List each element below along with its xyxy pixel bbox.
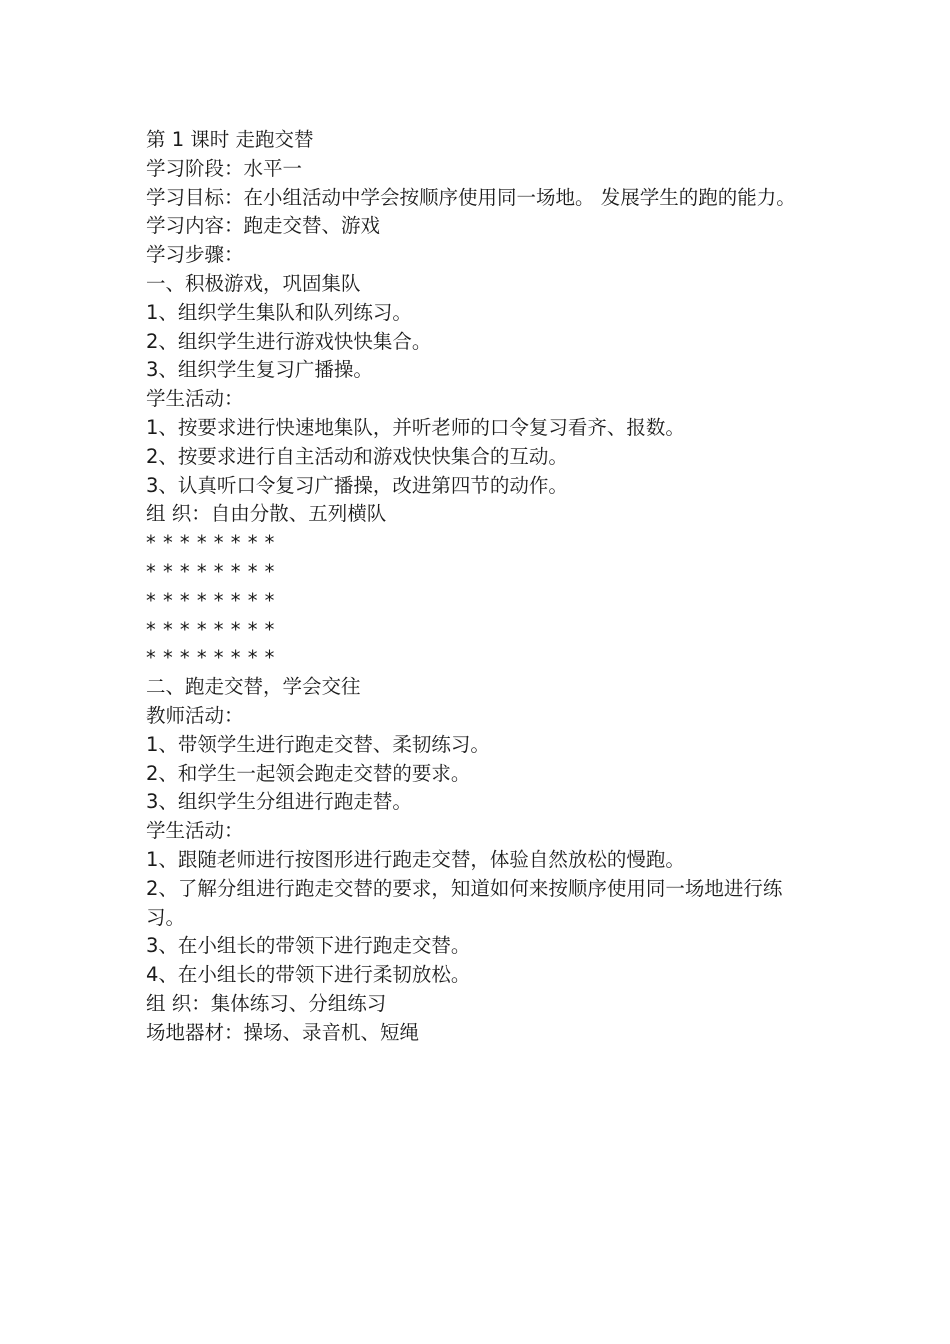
lesson-title: 第 1 课时 走跑交替 [146, 128, 314, 151]
formation-row: * * * * * * * * [146, 646, 275, 670]
section-two-heading: 二、跑走交替，学会交往 [146, 675, 361, 699]
formation-row: * * * * * * * * [146, 559, 275, 583]
student-step-3: 3、认真听口令复习广播操，改进第四节的动作。 [146, 473, 568, 497]
teacher-step-2: 2、和学生一起领会跑走交替的要求。 [146, 761, 471, 785]
student-step-1: 1、按要求进行快速地集队，并听老师的口令复习看齐、报数。 [146, 415, 685, 439]
formation-row: * * * * * * * * [146, 588, 275, 612]
teacher-step-3: 3、组织学生复习广播操。 [146, 358, 373, 382]
teacher-activity-heading: 教师活动： [146, 703, 244, 727]
student-step-1: 1、跟随老师进行按图形进行跑走交替，体验自然放松的慢跑。 [146, 847, 685, 871]
learning-content: 学习内容：跑走交替、游戏 [146, 214, 381, 238]
teacher-step-1: 1、组织学生集队和队列练习。 [146, 300, 412, 324]
teacher-step-1: 1、带领学生进行跑走交替、柔韧练习。 [146, 732, 490, 756]
learning-stage: 学习阶段：水平一 [146, 156, 303, 180]
formation-row: * * * * * * * * [146, 617, 275, 641]
section-one-heading: 一、积极游戏，巩固集队 [146, 271, 361, 295]
venue-equipment: 场地器材：操场、录音机、短绳 [146, 1020, 420, 1044]
learning-steps-heading: 学习步骤： [146, 243, 244, 267]
student-step-2: 2、了解分组进行跑走交替的要求，知道如何来按顺序使用同一场地进行练习。 [146, 876, 783, 929]
organization-line: 组 织：自由分散、五列横队 [146, 502, 387, 526]
teacher-step-3: 3、组织学生分组进行跑走替。 [146, 790, 412, 814]
learning-objective: 学习目标：在小组活动中学会按顺序使用同一场地。 发展学生的跑的能力。 [146, 185, 796, 209]
document-body [146, 126, 814, 1048]
student-step-4: 4、在小组长的带领下进行柔韧放松。 [146, 963, 471, 987]
student-activity-heading: 学生活动： [146, 819, 244, 843]
organization-line: 组 织：集体练习、分组练习 [146, 991, 387, 1015]
teacher-step-2: 2、组织学生进行游戏快快集合。 [146, 329, 432, 353]
student-activity-heading: 学生活动： [146, 387, 244, 411]
formation-row: * * * * * * * * [146, 531, 275, 555]
student-step-3: 3、在小组长的带领下进行跑走交替。 [146, 934, 471, 958]
student-step-2: 2、按要求进行自主活动和游戏快快集合的互动。 [146, 444, 568, 468]
